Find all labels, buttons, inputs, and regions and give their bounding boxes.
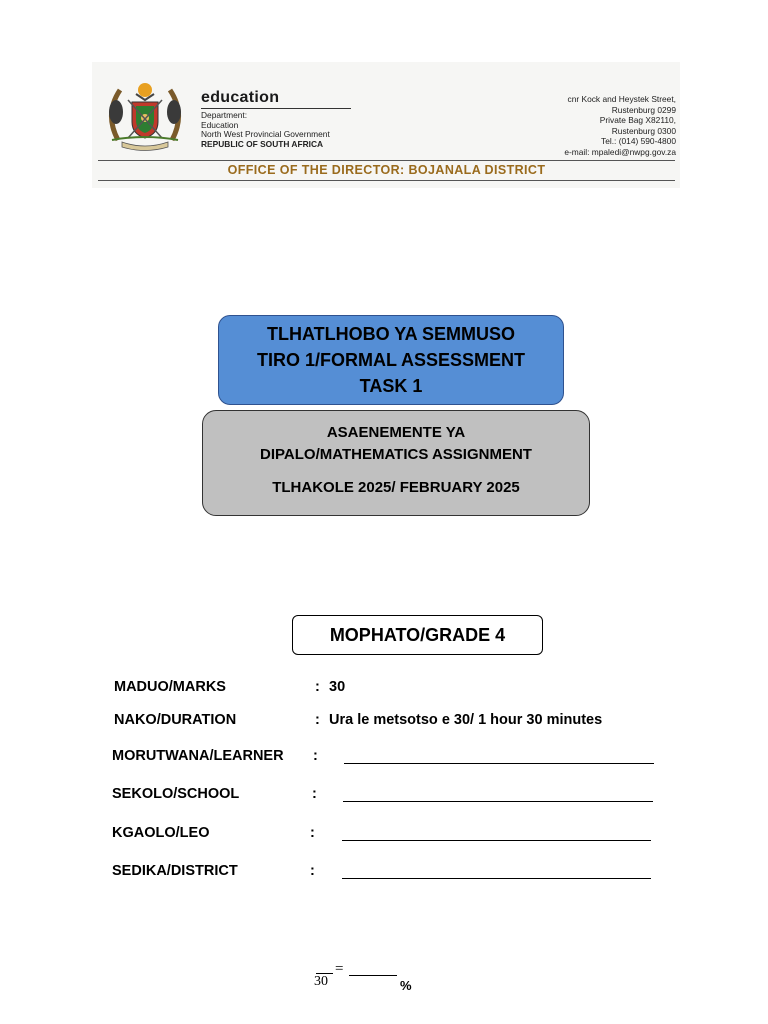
title-line: TLHATLHOBO YA SEMMUSO xyxy=(266,324,515,344)
marks-value: 30 xyxy=(329,679,346,695)
office-title: OFFICE OF THE DIRECTOR: BOJANALA DISTRICT xyxy=(227,163,546,177)
address-line: Rustenburg 0300 xyxy=(611,125,676,136)
learner-field[interactable] xyxy=(344,763,654,764)
duration-label: NAKO/DURATION xyxy=(114,712,237,728)
score-percent-field[interactable] xyxy=(349,975,397,976)
grade-box: MOPHATO/GRADE 4 xyxy=(292,615,543,655)
title-line: TASK 1 xyxy=(359,376,423,396)
title-line: TIRO 1/FORMAL ASSESSMENT xyxy=(256,350,526,370)
score-denominator: 30 xyxy=(314,974,328,989)
marks-colon: : xyxy=(315,679,320,695)
wordmark-rule xyxy=(201,108,351,109)
marks-label: MADUO/MARKS xyxy=(114,679,226,695)
score-percent-sign: % xyxy=(400,978,412,993)
district-field[interactable] xyxy=(342,878,651,879)
circuit-field[interactable] xyxy=(342,840,651,841)
education-wordmark: education xyxy=(201,89,280,106)
circuit-colon: : xyxy=(310,825,315,841)
email-line: e-mail: mpaledi@nwpg.gov.za xyxy=(564,146,676,157)
department-line: North West Provincial Government xyxy=(201,129,330,140)
assessment-title-box xyxy=(218,315,564,405)
school-colon: : xyxy=(312,786,317,802)
subject-box xyxy=(202,410,590,516)
learner-label: MORUTWANA/LEARNER xyxy=(112,748,284,764)
department-line: Education xyxy=(201,119,239,130)
coat-of-arms-icon xyxy=(98,80,192,152)
office-rule-top xyxy=(98,160,675,161)
duration-value: Ura le metsotso e 30/ 1 hour 30 minutes xyxy=(329,712,603,728)
address-line: cnr Kock and Heystek Street, xyxy=(567,94,676,104)
school-label: SEKOLO/SCHOOL xyxy=(112,786,240,802)
department-line: Department: xyxy=(201,110,248,120)
address-line: Private Bag X82110, xyxy=(599,115,676,126)
circuit-label: KGAOLO/LEO xyxy=(112,825,210,841)
address-line: Rustenburg 0299 xyxy=(611,104,676,115)
address-block xyxy=(564,94,676,158)
score-equals: = xyxy=(335,961,344,977)
subject-line: ASAENEMENTE YA xyxy=(326,424,466,441)
learner-colon: : xyxy=(313,748,318,764)
district-colon: : xyxy=(310,863,315,879)
republic-line: REPUBLIC OF SOUTH AFRICA xyxy=(201,138,324,149)
date-line: TLHAKOLE 2025/ FEBRUARY 2025 xyxy=(272,479,520,496)
school-field[interactable] xyxy=(343,801,653,802)
department-block xyxy=(201,111,330,149)
address-line: Tel.: (014) 590-4800 xyxy=(601,136,676,147)
district-label: SEDIKA/DISTRICT xyxy=(112,863,238,879)
office-rule-bottom xyxy=(98,180,675,181)
duration-colon: : xyxy=(315,712,320,728)
subject-line: DIPALO/MATHEMATICS ASSIGNMENT xyxy=(260,446,532,463)
